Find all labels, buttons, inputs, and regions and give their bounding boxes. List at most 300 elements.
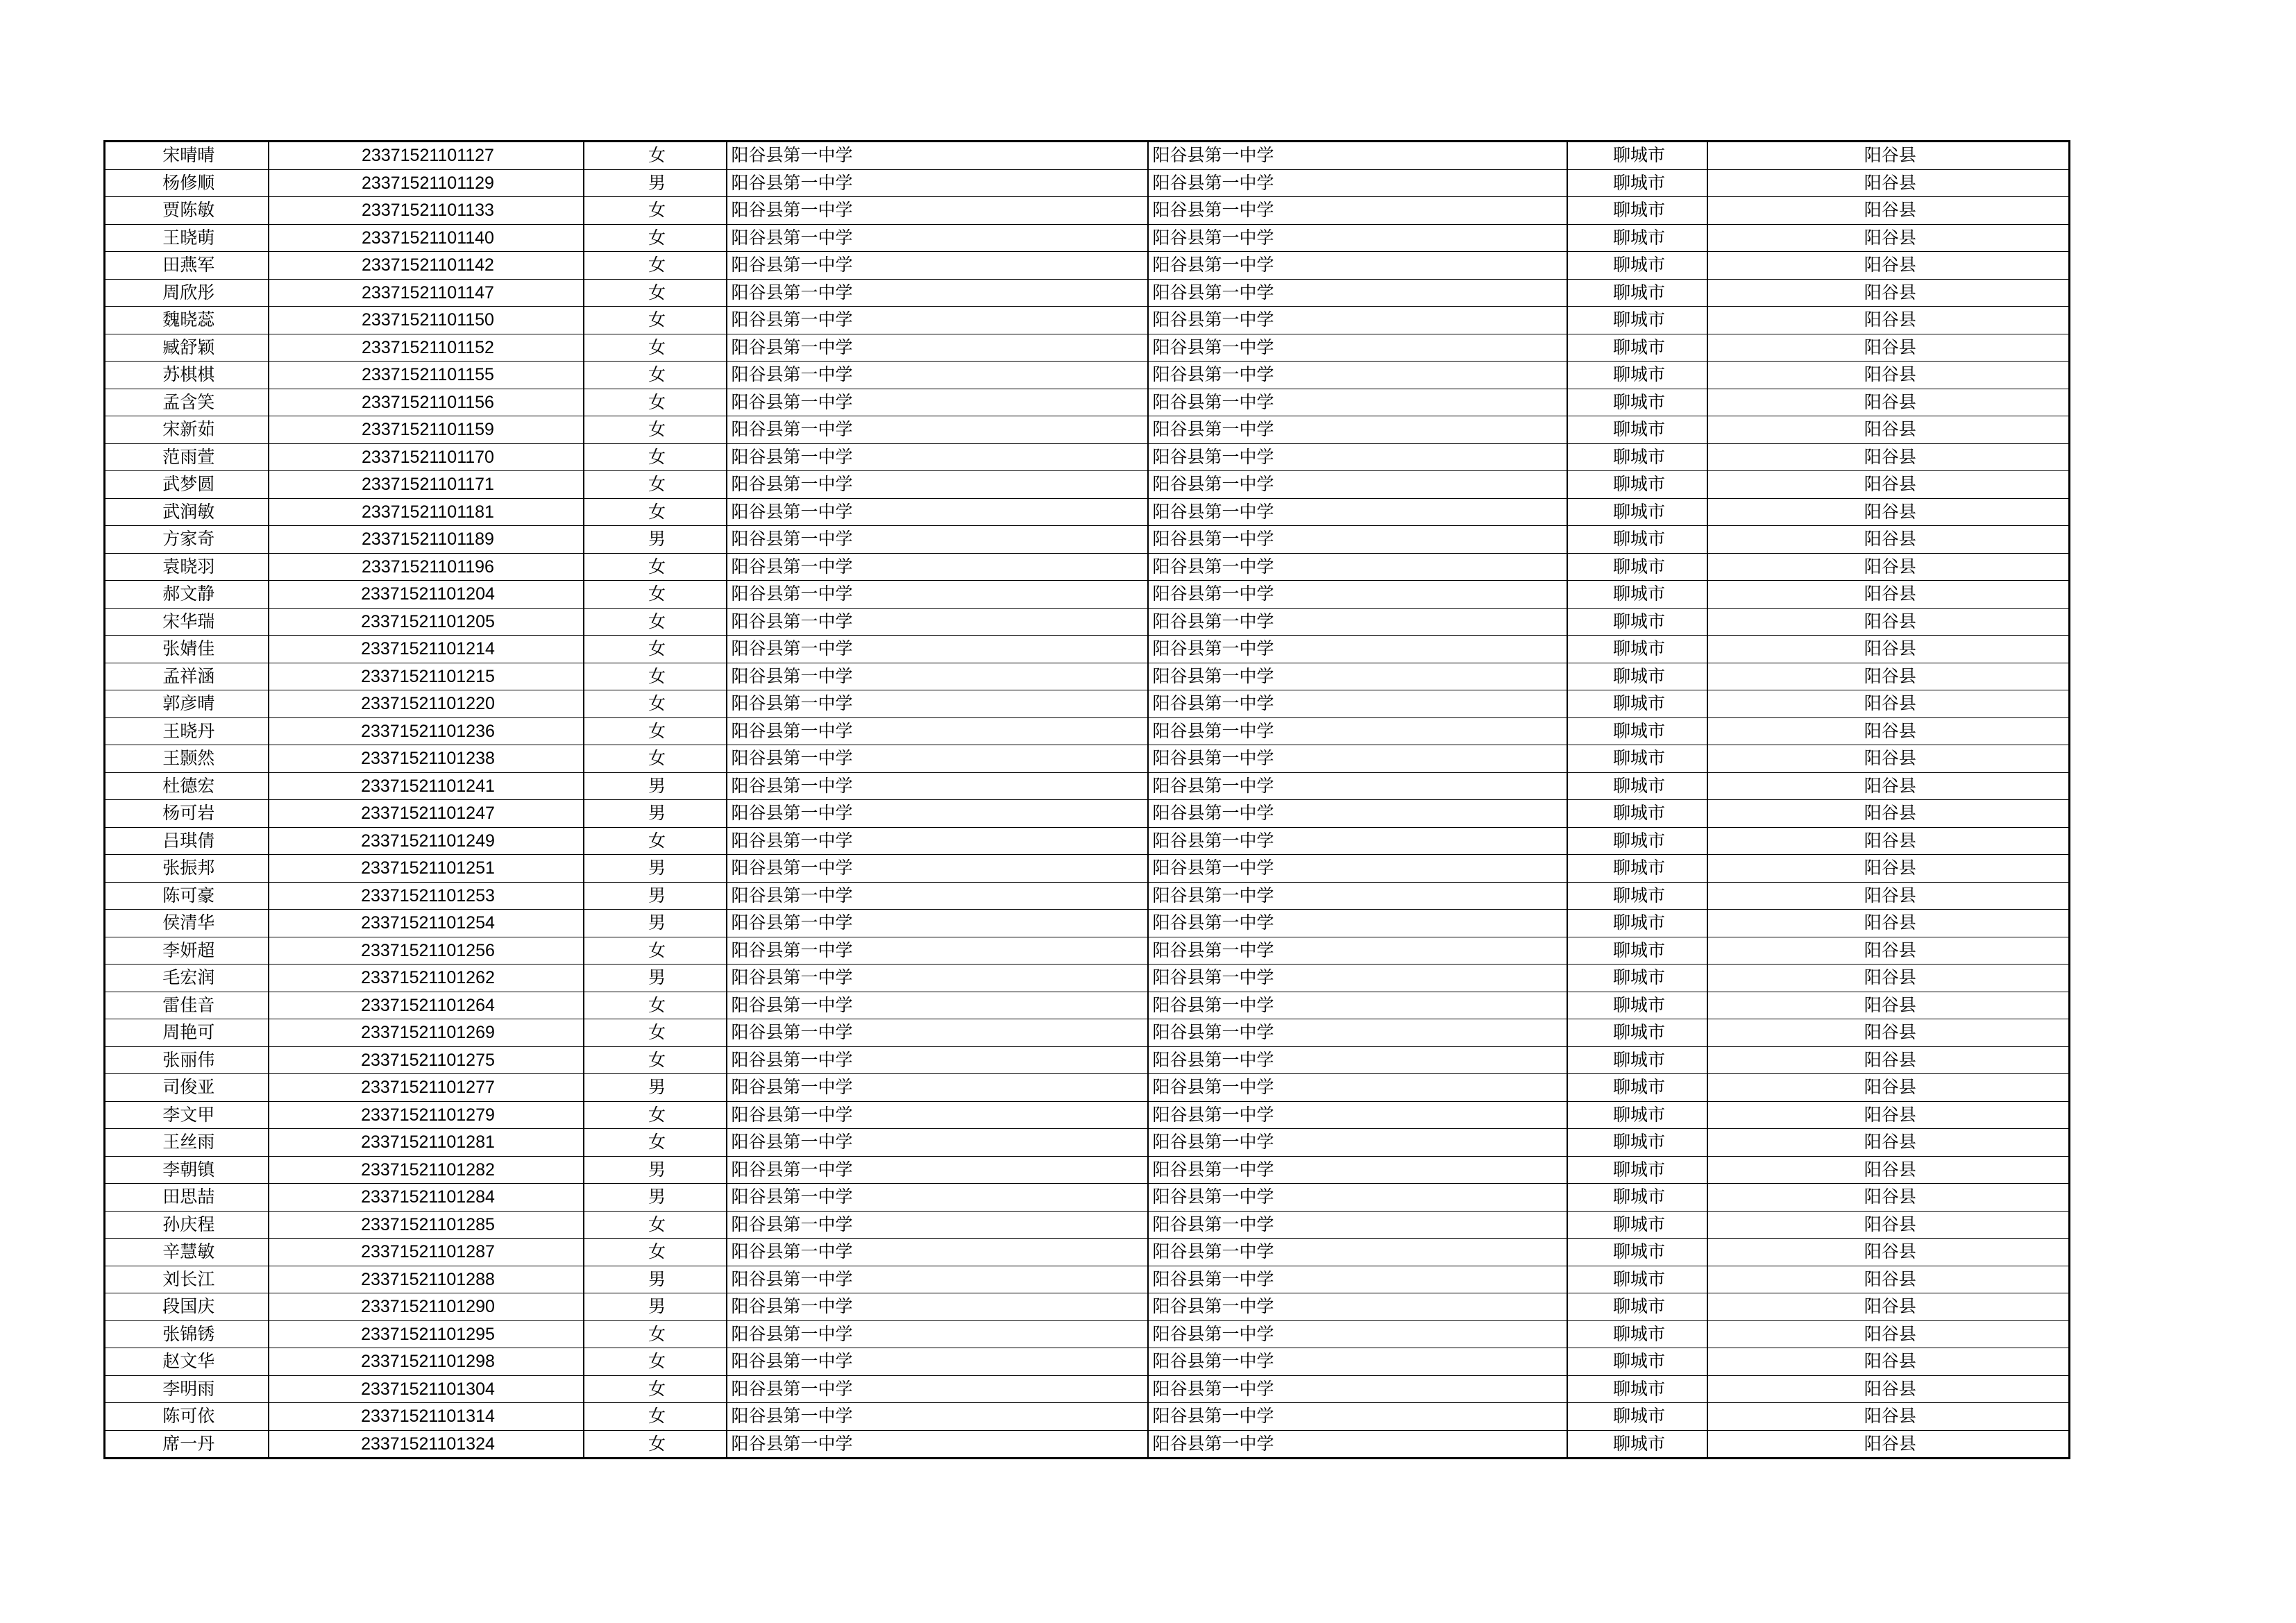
gender-cell: 男 bbox=[584, 1074, 727, 1102]
student-name-cell: 范雨萱 bbox=[105, 443, 269, 471]
gender-cell: 女 bbox=[584, 717, 727, 745]
county-cell: 阳谷县 bbox=[1707, 1101, 2070, 1129]
student-name-cell: 赵文华 bbox=[105, 1348, 269, 1376]
exam-site-cell: 阳谷县第一中学 bbox=[1148, 1074, 1567, 1102]
roster-table-body bbox=[105, 142, 2070, 1459]
county-cell: 阳谷县 bbox=[1707, 1184, 2070, 1212]
exam-id-cell: 23371521101196 bbox=[269, 553, 584, 581]
county-cell: 阳谷县 bbox=[1707, 663, 2070, 690]
exam-site-cell: 阳谷县第一中学 bbox=[1148, 362, 1567, 389]
student-name-cell: 张婧佳 bbox=[105, 636, 269, 663]
county-cell: 阳谷县 bbox=[1707, 581, 2070, 609]
exam-id-cell: 23371521101155 bbox=[269, 362, 584, 389]
student-name-cell: 田思喆 bbox=[105, 1184, 269, 1212]
exam-id-cell: 23371521101152 bbox=[269, 334, 584, 362]
exam-site-cell: 阳谷县第一中学 bbox=[1148, 882, 1567, 910]
exam-id-cell: 23371521101253 bbox=[269, 882, 584, 910]
county-cell: 阳谷县 bbox=[1707, 443, 2070, 471]
gender-cell: 女 bbox=[584, 416, 727, 444]
city-cell: 聊城市 bbox=[1567, 910, 1707, 937]
student-name-cell: 袁晓羽 bbox=[105, 553, 269, 581]
student-name-cell: 周艳可 bbox=[105, 1019, 269, 1047]
gender-cell: 女 bbox=[584, 1239, 727, 1266]
school-cell: 阳谷县第一中学 bbox=[727, 663, 1148, 690]
gender-cell: 男 bbox=[584, 526, 727, 554]
gender-cell: 女 bbox=[584, 1403, 727, 1431]
gender-cell: 女 bbox=[584, 389, 727, 416]
county-cell: 阳谷县 bbox=[1707, 608, 2070, 636]
exam-site-cell: 阳谷县第一中学 bbox=[1148, 197, 1567, 225]
city-cell: 聊城市 bbox=[1567, 443, 1707, 471]
gender-cell: 女 bbox=[584, 663, 727, 690]
school-cell: 阳谷县第一中学 bbox=[727, 362, 1148, 389]
school-cell: 阳谷县第一中学 bbox=[727, 498, 1148, 526]
exam-id-cell: 23371521101304 bbox=[269, 1375, 584, 1403]
school-cell: 阳谷县第一中学 bbox=[727, 1293, 1148, 1321]
exam-site-cell: 阳谷县第一中学 bbox=[1148, 1239, 1567, 1266]
gender-cell: 女 bbox=[584, 608, 727, 636]
table-row bbox=[105, 197, 2070, 225]
student-name-cell: 王晓丹 bbox=[105, 717, 269, 745]
school-cell: 阳谷县第一中学 bbox=[727, 1348, 1148, 1376]
county-cell: 阳谷县 bbox=[1707, 1348, 2070, 1376]
school-cell: 阳谷县第一中学 bbox=[727, 197, 1148, 225]
city-cell: 聊城市 bbox=[1567, 636, 1707, 663]
school-cell: 阳谷县第一中学 bbox=[727, 443, 1148, 471]
city-cell: 聊城市 bbox=[1567, 471, 1707, 499]
county-cell: 阳谷县 bbox=[1707, 416, 2070, 444]
table-row bbox=[105, 1019, 2070, 1047]
exam-id-cell: 23371521101220 bbox=[269, 690, 584, 718]
gender-cell: 女 bbox=[584, 1348, 727, 1376]
student-name-cell: 张振邦 bbox=[105, 855, 269, 883]
school-cell: 阳谷县第一中学 bbox=[727, 526, 1148, 554]
county-cell: 阳谷县 bbox=[1707, 827, 2070, 855]
exam-site-cell: 阳谷县第一中学 bbox=[1148, 1156, 1567, 1184]
county-cell: 阳谷县 bbox=[1707, 142, 2070, 170]
exam-site-cell: 阳谷县第一中学 bbox=[1148, 827, 1567, 855]
student-name-cell: 李朝镇 bbox=[105, 1156, 269, 1184]
city-cell: 聊城市 bbox=[1567, 827, 1707, 855]
gender-cell: 女 bbox=[584, 1430, 727, 1459]
student-name-cell: 苏棋棋 bbox=[105, 362, 269, 389]
county-cell: 阳谷县 bbox=[1707, 992, 2070, 1019]
exam-site-cell: 阳谷县第一中学 bbox=[1148, 498, 1567, 526]
student-name-cell: 郭彦晴 bbox=[105, 690, 269, 718]
exam-id-cell: 23371521101147 bbox=[269, 279, 584, 307]
city-cell: 聊城市 bbox=[1567, 855, 1707, 883]
county-cell: 阳谷县 bbox=[1707, 1074, 2070, 1102]
school-cell: 阳谷县第一中学 bbox=[727, 307, 1148, 334]
exam-site-cell: 阳谷县第一中学 bbox=[1148, 1293, 1567, 1321]
exam-id-cell: 23371521101287 bbox=[269, 1239, 584, 1266]
county-cell: 阳谷县 bbox=[1707, 498, 2070, 526]
exam-id-cell: 23371521101159 bbox=[269, 416, 584, 444]
exam-site-cell: 阳谷县第一中学 bbox=[1148, 142, 1567, 170]
exam-site-cell: 阳谷县第一中学 bbox=[1148, 443, 1567, 471]
county-cell: 阳谷县 bbox=[1707, 1129, 2070, 1157]
table-row bbox=[105, 581, 2070, 609]
school-cell: 阳谷县第一中学 bbox=[727, 965, 1148, 992]
gender-cell: 女 bbox=[584, 498, 727, 526]
exam-site-cell: 阳谷县第一中学 bbox=[1148, 1348, 1567, 1376]
city-cell: 聊城市 bbox=[1567, 937, 1707, 965]
school-cell: 阳谷县第一中学 bbox=[727, 1184, 1148, 1212]
gender-cell: 女 bbox=[584, 279, 727, 307]
exam-id-cell: 23371521101290 bbox=[269, 1293, 584, 1321]
gender-cell: 女 bbox=[584, 827, 727, 855]
gender-cell: 女 bbox=[584, 334, 727, 362]
exam-site-cell: 阳谷县第一中学 bbox=[1148, 855, 1567, 883]
school-cell: 阳谷县第一中学 bbox=[727, 992, 1148, 1019]
exam-id-cell: 23371521101282 bbox=[269, 1156, 584, 1184]
exam-site-cell: 阳谷县第一中学 bbox=[1148, 1320, 1567, 1348]
school-cell: 阳谷县第一中学 bbox=[727, 1239, 1148, 1266]
exam-site-cell: 阳谷县第一中学 bbox=[1148, 279, 1567, 307]
exam-id-cell: 23371521101214 bbox=[269, 636, 584, 663]
gender-cell: 女 bbox=[584, 1019, 727, 1047]
student-name-cell: 陈可依 bbox=[105, 1403, 269, 1431]
school-cell: 阳谷县第一中学 bbox=[727, 252, 1148, 280]
school-cell: 阳谷县第一中学 bbox=[727, 471, 1148, 499]
table-row bbox=[105, 416, 2070, 444]
student-name-cell: 段国庆 bbox=[105, 1293, 269, 1321]
gender-cell: 女 bbox=[584, 636, 727, 663]
county-cell: 阳谷县 bbox=[1707, 1156, 2070, 1184]
county-cell: 阳谷县 bbox=[1707, 334, 2070, 362]
exam-id-cell: 23371521101204 bbox=[269, 581, 584, 609]
county-cell: 阳谷县 bbox=[1707, 1320, 2070, 1348]
school-cell: 阳谷县第一中学 bbox=[727, 636, 1148, 663]
gender-cell: 女 bbox=[584, 224, 727, 252]
exam-id-cell: 23371521101249 bbox=[269, 827, 584, 855]
exam-id-cell: 23371521101171 bbox=[269, 471, 584, 499]
table-row bbox=[105, 910, 2070, 937]
city-cell: 聊城市 bbox=[1567, 1348, 1707, 1376]
student-name-cell: 贾陈敏 bbox=[105, 197, 269, 225]
table-row bbox=[105, 334, 2070, 362]
table-row bbox=[105, 252, 2070, 280]
city-cell: 聊城市 bbox=[1567, 169, 1707, 197]
exam-site-cell: 阳谷县第一中学 bbox=[1148, 1403, 1567, 1431]
school-cell: 阳谷县第一中学 bbox=[727, 553, 1148, 581]
table-row bbox=[105, 1101, 2070, 1129]
county-cell: 阳谷县 bbox=[1707, 1293, 2070, 1321]
gender-cell: 男 bbox=[584, 965, 727, 992]
table-row bbox=[105, 855, 2070, 883]
school-cell: 阳谷县第一中学 bbox=[727, 1046, 1148, 1074]
exam-site-cell: 阳谷县第一中学 bbox=[1148, 636, 1567, 663]
gender-cell: 男 bbox=[584, 855, 727, 883]
gender-cell: 女 bbox=[584, 197, 727, 225]
exam-id-cell: 23371521101288 bbox=[269, 1266, 584, 1293]
exam-id-cell: 23371521101236 bbox=[269, 717, 584, 745]
table-row bbox=[105, 279, 2070, 307]
table-row bbox=[105, 1348, 2070, 1376]
county-cell: 阳谷县 bbox=[1707, 1266, 2070, 1293]
table-row bbox=[105, 772, 2070, 800]
exam-site-cell: 阳谷县第一中学 bbox=[1148, 937, 1567, 965]
school-cell: 阳谷县第一中学 bbox=[727, 745, 1148, 773]
city-cell: 聊城市 bbox=[1567, 1266, 1707, 1293]
city-cell: 聊城市 bbox=[1567, 362, 1707, 389]
school-cell: 阳谷县第一中学 bbox=[727, 1211, 1148, 1239]
student-name-cell: 李文甲 bbox=[105, 1101, 269, 1129]
exam-site-cell: 阳谷县第一中学 bbox=[1148, 307, 1567, 334]
exam-id-cell: 23371521101247 bbox=[269, 800, 584, 828]
city-cell: 聊城市 bbox=[1567, 1046, 1707, 1074]
exam-id-cell: 23371521101256 bbox=[269, 937, 584, 965]
city-cell: 聊城市 bbox=[1567, 1320, 1707, 1348]
exam-id-cell: 23371521101251 bbox=[269, 855, 584, 883]
city-cell: 聊城市 bbox=[1567, 1375, 1707, 1403]
school-cell: 阳谷县第一中学 bbox=[727, 1375, 1148, 1403]
exam-site-cell: 阳谷县第一中学 bbox=[1148, 800, 1567, 828]
exam-site-cell: 阳谷县第一中学 bbox=[1148, 663, 1567, 690]
exam-site-cell: 阳谷县第一中学 bbox=[1148, 169, 1567, 197]
student-name-cell: 宋华瑞 bbox=[105, 608, 269, 636]
county-cell: 阳谷县 bbox=[1707, 1375, 2070, 1403]
table-row bbox=[105, 745, 2070, 773]
school-cell: 阳谷县第一中学 bbox=[727, 1156, 1148, 1184]
table-row bbox=[105, 224, 2070, 252]
table-row bbox=[105, 389, 2070, 416]
school-cell: 阳谷县第一中学 bbox=[727, 581, 1148, 609]
student-name-cell: 田燕军 bbox=[105, 252, 269, 280]
exam-id-cell: 23371521101156 bbox=[269, 389, 584, 416]
table-row bbox=[105, 526, 2070, 554]
school-cell: 阳谷县第一中学 bbox=[727, 1266, 1148, 1293]
exam-id-cell: 23371521101127 bbox=[269, 142, 584, 170]
exam-site-cell: 阳谷县第一中学 bbox=[1148, 608, 1567, 636]
city-cell: 聊城市 bbox=[1567, 142, 1707, 170]
student-name-cell: 孟含笑 bbox=[105, 389, 269, 416]
exam-site-cell: 阳谷县第一中学 bbox=[1148, 252, 1567, 280]
city-cell: 聊城市 bbox=[1567, 1074, 1707, 1102]
table-row bbox=[105, 362, 2070, 389]
table-row bbox=[105, 142, 2070, 170]
gender-cell: 女 bbox=[584, 1046, 727, 1074]
exam-id-cell: 23371521101254 bbox=[269, 910, 584, 937]
city-cell: 聊城市 bbox=[1567, 307, 1707, 334]
gender-cell: 男 bbox=[584, 1156, 727, 1184]
table-row bbox=[105, 1430, 2070, 1459]
table-row bbox=[105, 1239, 2070, 1266]
student-name-cell: 王颢然 bbox=[105, 745, 269, 773]
exam-id-cell: 23371521101238 bbox=[269, 745, 584, 773]
school-cell: 阳谷县第一中学 bbox=[727, 389, 1148, 416]
gender-cell: 女 bbox=[584, 1211, 727, 1239]
gender-cell: 男 bbox=[584, 1184, 727, 1212]
school-cell: 阳谷县第一中学 bbox=[727, 1101, 1148, 1129]
student-name-cell: 臧舒颖 bbox=[105, 334, 269, 362]
student-name-cell: 雷佳音 bbox=[105, 992, 269, 1019]
school-cell: 阳谷县第一中学 bbox=[727, 1074, 1148, 1102]
exam-id-cell: 23371521101142 bbox=[269, 252, 584, 280]
table-row bbox=[105, 443, 2070, 471]
county-cell: 阳谷县 bbox=[1707, 1211, 2070, 1239]
student-name-cell: 杜德宏 bbox=[105, 772, 269, 800]
city-cell: 聊城市 bbox=[1567, 1293, 1707, 1321]
city-cell: 聊城市 bbox=[1567, 553, 1707, 581]
school-cell: 阳谷县第一中学 bbox=[727, 855, 1148, 883]
exam-site-cell: 阳谷县第一中学 bbox=[1148, 1375, 1567, 1403]
county-cell: 阳谷县 bbox=[1707, 1430, 2070, 1459]
table-row bbox=[105, 471, 2070, 499]
student-name-cell: 杨修顺 bbox=[105, 169, 269, 197]
school-cell: 阳谷县第一中学 bbox=[727, 1129, 1148, 1157]
city-cell: 聊城市 bbox=[1567, 965, 1707, 992]
exam-site-cell: 阳谷县第一中学 bbox=[1148, 224, 1567, 252]
student-name-cell: 张丽伟 bbox=[105, 1046, 269, 1074]
city-cell: 聊城市 bbox=[1567, 581, 1707, 609]
exam-id-cell: 23371521101215 bbox=[269, 663, 584, 690]
gender-cell: 女 bbox=[584, 142, 727, 170]
exam-site-cell: 阳谷县第一中学 bbox=[1148, 334, 1567, 362]
county-cell: 阳谷县 bbox=[1707, 307, 2070, 334]
county-cell: 阳谷县 bbox=[1707, 772, 2070, 800]
city-cell: 聊城市 bbox=[1567, 252, 1707, 280]
exam-site-cell: 阳谷县第一中学 bbox=[1148, 1046, 1567, 1074]
school-cell: 阳谷县第一中学 bbox=[727, 279, 1148, 307]
table-row bbox=[105, 1403, 2070, 1431]
table-row bbox=[105, 608, 2070, 636]
exam-site-cell: 阳谷县第一中学 bbox=[1148, 1129, 1567, 1157]
exam-id-cell: 23371521101133 bbox=[269, 197, 584, 225]
city-cell: 聊城市 bbox=[1567, 1129, 1707, 1157]
county-cell: 阳谷县 bbox=[1707, 362, 2070, 389]
gender-cell: 男 bbox=[584, 1266, 727, 1293]
school-cell: 阳谷县第一中学 bbox=[727, 1430, 1148, 1459]
school-cell: 阳谷县第一中学 bbox=[727, 334, 1148, 362]
exam-id-cell: 23371521101285 bbox=[269, 1211, 584, 1239]
exam-id-cell: 23371521101262 bbox=[269, 965, 584, 992]
county-cell: 阳谷县 bbox=[1707, 553, 2070, 581]
table-row bbox=[105, 663, 2070, 690]
table-row bbox=[105, 992, 2070, 1019]
exam-site-cell: 阳谷县第一中学 bbox=[1148, 965, 1567, 992]
county-cell: 阳谷县 bbox=[1707, 965, 2070, 992]
school-cell: 阳谷县第一中学 bbox=[727, 416, 1148, 444]
gender-cell: 男 bbox=[584, 169, 727, 197]
gender-cell: 女 bbox=[584, 992, 727, 1019]
table-row bbox=[105, 1129, 2070, 1157]
exam-site-cell: 阳谷县第一中学 bbox=[1148, 581, 1567, 609]
city-cell: 聊城市 bbox=[1567, 197, 1707, 225]
school-cell: 阳谷县第一中学 bbox=[727, 690, 1148, 718]
gender-cell: 女 bbox=[584, 307, 727, 334]
school-cell: 阳谷县第一中学 bbox=[727, 1403, 1148, 1431]
school-cell: 阳谷县第一中学 bbox=[727, 717, 1148, 745]
school-cell: 阳谷县第一中学 bbox=[727, 772, 1148, 800]
exam-site-cell: 阳谷县第一中学 bbox=[1148, 1211, 1567, 1239]
city-cell: 聊城市 bbox=[1567, 1403, 1707, 1431]
city-cell: 聊城市 bbox=[1567, 1019, 1707, 1047]
city-cell: 聊城市 bbox=[1567, 498, 1707, 526]
student-name-cell: 孟祥涵 bbox=[105, 663, 269, 690]
exam-site-cell: 阳谷县第一中学 bbox=[1148, 1019, 1567, 1047]
county-cell: 阳谷县 bbox=[1707, 252, 2070, 280]
school-cell: 阳谷县第一中学 bbox=[727, 1019, 1148, 1047]
exam-site-cell: 阳谷县第一中学 bbox=[1148, 416, 1567, 444]
school-cell: 阳谷县第一中学 bbox=[727, 142, 1148, 170]
county-cell: 阳谷县 bbox=[1707, 690, 2070, 718]
gender-cell: 男 bbox=[584, 1293, 727, 1321]
table-row bbox=[105, 553, 2070, 581]
city-cell: 聊城市 bbox=[1567, 279, 1707, 307]
table-row bbox=[105, 690, 2070, 718]
exam-site-cell: 阳谷县第一中学 bbox=[1148, 992, 1567, 1019]
table-row bbox=[105, 965, 2070, 992]
student-name-cell: 王丝雨 bbox=[105, 1129, 269, 1157]
student-name-cell: 王晓萌 bbox=[105, 224, 269, 252]
gender-cell: 女 bbox=[584, 690, 727, 718]
gender-cell: 女 bbox=[584, 471, 727, 499]
county-cell: 阳谷县 bbox=[1707, 279, 2070, 307]
county-cell: 阳谷县 bbox=[1707, 937, 2070, 965]
exam-id-cell: 23371521101295 bbox=[269, 1320, 584, 1348]
city-cell: 聊城市 bbox=[1567, 1101, 1707, 1129]
table-row bbox=[105, 498, 2070, 526]
exam-site-cell: 阳谷县第一中学 bbox=[1148, 553, 1567, 581]
school-cell: 阳谷县第一中学 bbox=[727, 827, 1148, 855]
exam-id-cell: 23371521101279 bbox=[269, 1101, 584, 1129]
table-row bbox=[105, 1046, 2070, 1074]
gender-cell: 男 bbox=[584, 772, 727, 800]
exam-site-cell: 阳谷县第一中学 bbox=[1148, 910, 1567, 937]
school-cell: 阳谷县第一中学 bbox=[727, 937, 1148, 965]
school-cell: 阳谷县第一中学 bbox=[727, 224, 1148, 252]
table-row bbox=[105, 1375, 2070, 1403]
county-cell: 阳谷县 bbox=[1707, 471, 2070, 499]
exam-site-cell: 阳谷县第一中学 bbox=[1148, 1430, 1567, 1459]
gender-cell: 女 bbox=[584, 1320, 727, 1348]
table-row bbox=[105, 1074, 2070, 1102]
city-cell: 聊城市 bbox=[1567, 1156, 1707, 1184]
exam-id-cell: 23371521101275 bbox=[269, 1046, 584, 1074]
table-row bbox=[105, 636, 2070, 663]
city-cell: 聊城市 bbox=[1567, 389, 1707, 416]
gender-cell: 女 bbox=[584, 1129, 727, 1157]
city-cell: 聊城市 bbox=[1567, 1211, 1707, 1239]
table-row bbox=[105, 307, 2070, 334]
gender-cell: 男 bbox=[584, 800, 727, 828]
county-cell: 阳谷县 bbox=[1707, 169, 2070, 197]
county-cell: 阳谷县 bbox=[1707, 526, 2070, 554]
county-cell: 阳谷县 bbox=[1707, 1403, 2070, 1431]
gender-cell: 女 bbox=[584, 553, 727, 581]
gender-cell: 女 bbox=[584, 745, 727, 773]
student-name-cell: 侯清华 bbox=[105, 910, 269, 937]
gender-cell: 女 bbox=[584, 1375, 727, 1403]
exam-site-cell: 阳谷县第一中学 bbox=[1148, 1101, 1567, 1129]
exam-id-cell: 23371521101314 bbox=[269, 1403, 584, 1431]
table-row bbox=[105, 1156, 2070, 1184]
school-cell: 阳谷县第一中学 bbox=[727, 1320, 1148, 1348]
gender-cell: 女 bbox=[584, 362, 727, 389]
county-cell: 阳谷县 bbox=[1707, 745, 2070, 773]
city-cell: 聊城市 bbox=[1567, 526, 1707, 554]
county-cell: 阳谷县 bbox=[1707, 1019, 2070, 1047]
school-cell: 阳谷县第一中学 bbox=[727, 800, 1148, 828]
student-name-cell: 司俊亚 bbox=[105, 1074, 269, 1102]
student-name-cell: 宋新茹 bbox=[105, 416, 269, 444]
school-cell: 阳谷县第一中学 bbox=[727, 882, 1148, 910]
exam-id-cell: 23371521101150 bbox=[269, 307, 584, 334]
exam-site-cell: 阳谷县第一中学 bbox=[1148, 772, 1567, 800]
table-row bbox=[105, 800, 2070, 828]
county-cell: 阳谷县 bbox=[1707, 636, 2070, 663]
